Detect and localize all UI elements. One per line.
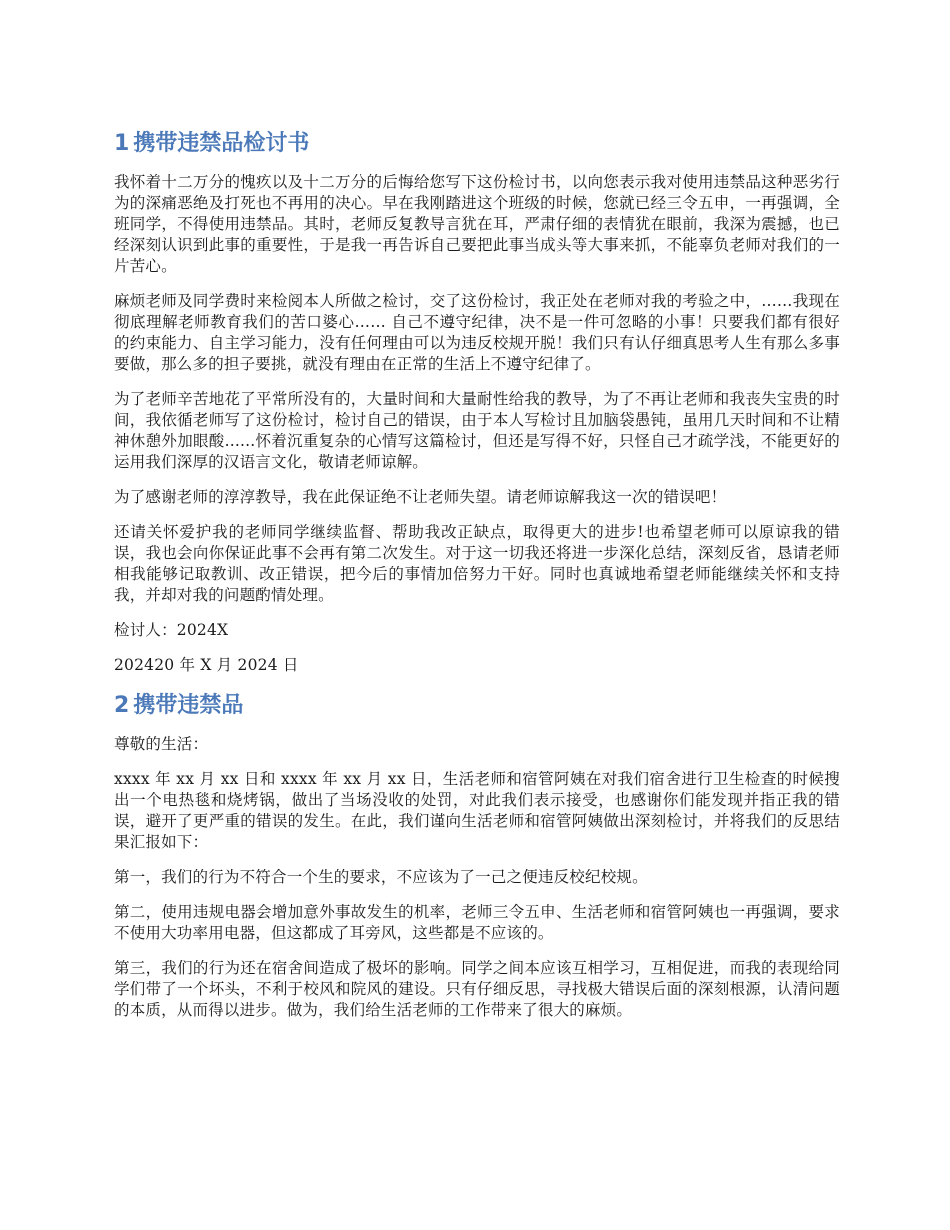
section-1-heading (114, 128, 840, 160)
paragraph: 为了老师辛苦地花了平常所没有的，大量时间和大量耐性给我的教导，为了不再让老师和我丧失宝贵的时间，我依循老师写了这份检讨，检讨自己的错误，由于本人写检讨且加脑袋愚钝，虽用几天时间和不让精神休憩外加眼酸......怀着沉重复杂的心情写这篇检讨，但还是写得不好，只怪自己才疏学浅，不能更好的运用我们深厚的汉语言文化，敬请老师谅解。 (114, 390, 840, 471)
paragraph: 麻烦老师及同学费时来检阅本人所做之检讨，交了这份检讨，我正处在老师对我的考验之中，……我现在彻底理解老师教育我们的苦口婆心…… 自己不遵守纪律，决不是一件可忽略的小事！只要我们都有很好的约束能力、自主学习能力，没有任何理由可以为违反校规开脱！我们只有认仔细真思考人生有那么多事要做，那么多的担子要挑，就没有理由在正常的生活上不遵守纪律了。 (114, 292, 840, 373)
paragraph: 第三，我们的行为还在宿舍间造成了极坏的影响。同学之间本应该互相学习，互相促进，而我的表现给同学们带了一个坏头，不利于校风和院风的建设。只有仔细反思，寻找极大错误后面的深刻根源，认清问题的本质，从而得以进步。做为，我们给生活老师的工作带来了很大的麻烦。 (114, 959, 840, 1019)
paragraph: 我怀着十二万分的愧疚以及十二万分的后悔给您写下这份检讨书，以向您表示我对使用违禁品这种恶劣行为的深痛恶绝及打死也不再用的决心。早在我刚踏进这个班级的时候，您就已经三令五申，一再强调，全班同学，不得使用违禁品。其时，老师反复教导言犹在耳，严肃仔细的表情犹在眼前，我深为震撼，也已经深刻认识到此事的重要性，于是我一再告诉自己要把此事当成头等大事来抓，不能辜负老师对我们的一片苦心。 (114, 173, 840, 275)
paragraph: 还请关怀爱护我的老师同学继续监督、帮助我改正缺点，取得更大的进步!也希望老师可以原谅我的错误，我也会向你保证此事不会再有第二次发生。对于这一切我还将进一步深化总结，深刻反省，恳请老师相我能够记取教训、改正错误，把今后的事情加倍努力干好。同时也真诚地希望老师能继续关怀和支持我，并却对我的问题酌情处理。 (114, 523, 840, 604)
section-2-heading (114, 690, 840, 722)
paragraph: 为了感谢老师的淳淳教导，我在此保证绝不让老师失望。请老师谅解我这一次的错误吧！ (114, 488, 727, 506)
signature-line: 检讨人：2024X (114, 621, 229, 639)
date-line: 202420 年 X 月 2024 日 (114, 656, 299, 674)
paragraph: 第一，我们的行为不符合一个生的要求，不应该为了一己之便违反校纪校规。 (114, 868, 648, 886)
section-2 (114, 690, 840, 1021)
paragraph: 第二，使用违规电器会增加意外事故发生的机率，老师三令五申、生活老师和宿管阿姨也一再强调，要求不使用大功率用电器，但这都成了耳旁风，这些都是不应该的。 (114, 903, 840, 942)
section-1 (114, 128, 840, 676)
section-1-number: 1 (114, 131, 130, 156)
salutation: 尊敬的生活： (114, 735, 209, 753)
section-2-title: 携带违禁品 (133, 693, 244, 718)
document-page (114, 128, 840, 1035)
paragraph: xxxx 年 xx 月 xx 日和 xxxx 年 xx 月 xx 日，生活老师和宿管阿姨在对我们宿舍进行卫生检查的时候搜出一个电热毯和烧烤锅，做出了当场没收的处罚，对此我们表示接受，也感谢你们能发现并指正我的错误，避开了更严重的错误的发生。在此，我们谨向生活老师和宿管阿姨做出深刻检讨，并将我们的反思结果汇报如下： (114, 770, 840, 851)
section-2-number: 2 (114, 693, 130, 718)
section-1-title: 携带违禁品检讨书 (133, 131, 310, 156)
